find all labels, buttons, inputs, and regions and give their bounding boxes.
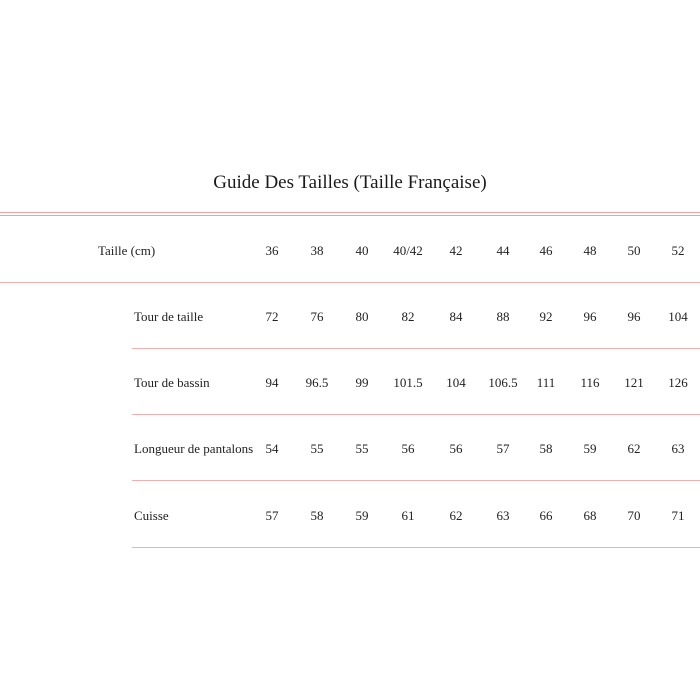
table-cell: 59 — [583, 441, 597, 456]
table-cell: 76 — [310, 309, 324, 324]
row-label: Taille (cm) — [98, 243, 156, 258]
table-cell: 63 — [496, 508, 510, 523]
table-cell: 57 — [265, 508, 279, 523]
table-cell: 52 — [671, 243, 685, 258]
table-cell: 94 — [265, 375, 279, 390]
table-cell: 99 — [355, 375, 369, 390]
table-cell: 61 — [401, 508, 415, 523]
table-cell: 84 — [449, 309, 463, 324]
table-cell: 48 — [583, 243, 597, 258]
table-cell: 46 — [539, 243, 553, 258]
table-cell: 59 — [355, 508, 369, 523]
table-cell: 56 — [401, 441, 415, 456]
row-label: Tour de bassin — [134, 375, 210, 390]
row-divider — [132, 480, 700, 481]
table-cell: 50 — [627, 243, 641, 258]
table-cell: 96 — [627, 309, 641, 324]
row-divider — [132, 414, 700, 415]
table-cell: 63 — [671, 441, 685, 456]
table-cell: 62 — [449, 508, 463, 523]
table-cell: 126 — [668, 375, 688, 390]
table-cell: 56 — [449, 441, 463, 456]
table-cell: 121 — [624, 375, 644, 390]
row-label: Tour de taille — [134, 309, 204, 324]
table-cell: 72 — [265, 309, 279, 324]
table-cell: 62 — [627, 441, 641, 456]
table-cell: 68 — [583, 508, 597, 523]
table-row — [0, 373, 700, 393]
table-row — [0, 439, 700, 459]
top-double-rule — [0, 212, 700, 216]
table-cell: 116 — [580, 375, 600, 390]
table-cell: 88 — [496, 309, 510, 324]
table-cell: 80 — [355, 309, 369, 324]
table-cell: 36 — [265, 243, 279, 258]
table-cell: 40 — [355, 243, 369, 258]
header-row — [0, 241, 700, 261]
table-cell: 96 — [583, 309, 597, 324]
table-cell: 42 — [449, 243, 463, 258]
size-guide-title: Guide Des Tailles (Taille Française) — [213, 172, 487, 193]
table-cell: 82 — [401, 309, 415, 324]
table-cell: 58 — [539, 441, 553, 456]
row-label: Cuisse — [134, 508, 169, 523]
table-cell: 111 — [536, 375, 556, 390]
table-row — [0, 307, 700, 327]
table-cell: 71 — [671, 508, 685, 523]
table-cell: 55 — [310, 441, 324, 456]
table-cell: 54 — [265, 441, 279, 456]
table-cell: 58 — [310, 508, 324, 523]
table-row — [0, 506, 700, 526]
row-divider — [132, 547, 700, 548]
row-label: Longueur de pantalons — [134, 441, 254, 456]
row-divider — [132, 348, 700, 349]
table-cell: 57 — [496, 441, 510, 456]
table-cell: 92 — [539, 309, 553, 324]
table-cell: 106.5 — [488, 375, 518, 390]
table-cell: 44 — [496, 243, 510, 258]
table-cell: 38 — [310, 243, 324, 258]
table-cell: 101.5 — [393, 375, 423, 390]
table-cell: 40/42 — [393, 243, 423, 258]
table-cell: 70 — [627, 508, 641, 523]
table-cell: 104 — [446, 375, 466, 390]
table-cell: 104 — [668, 309, 688, 324]
table-cell: 96.5 — [305, 375, 329, 390]
table-cell: 66 — [539, 508, 553, 523]
table-cell: 55 — [355, 441, 369, 456]
row-divider — [0, 282, 700, 283]
